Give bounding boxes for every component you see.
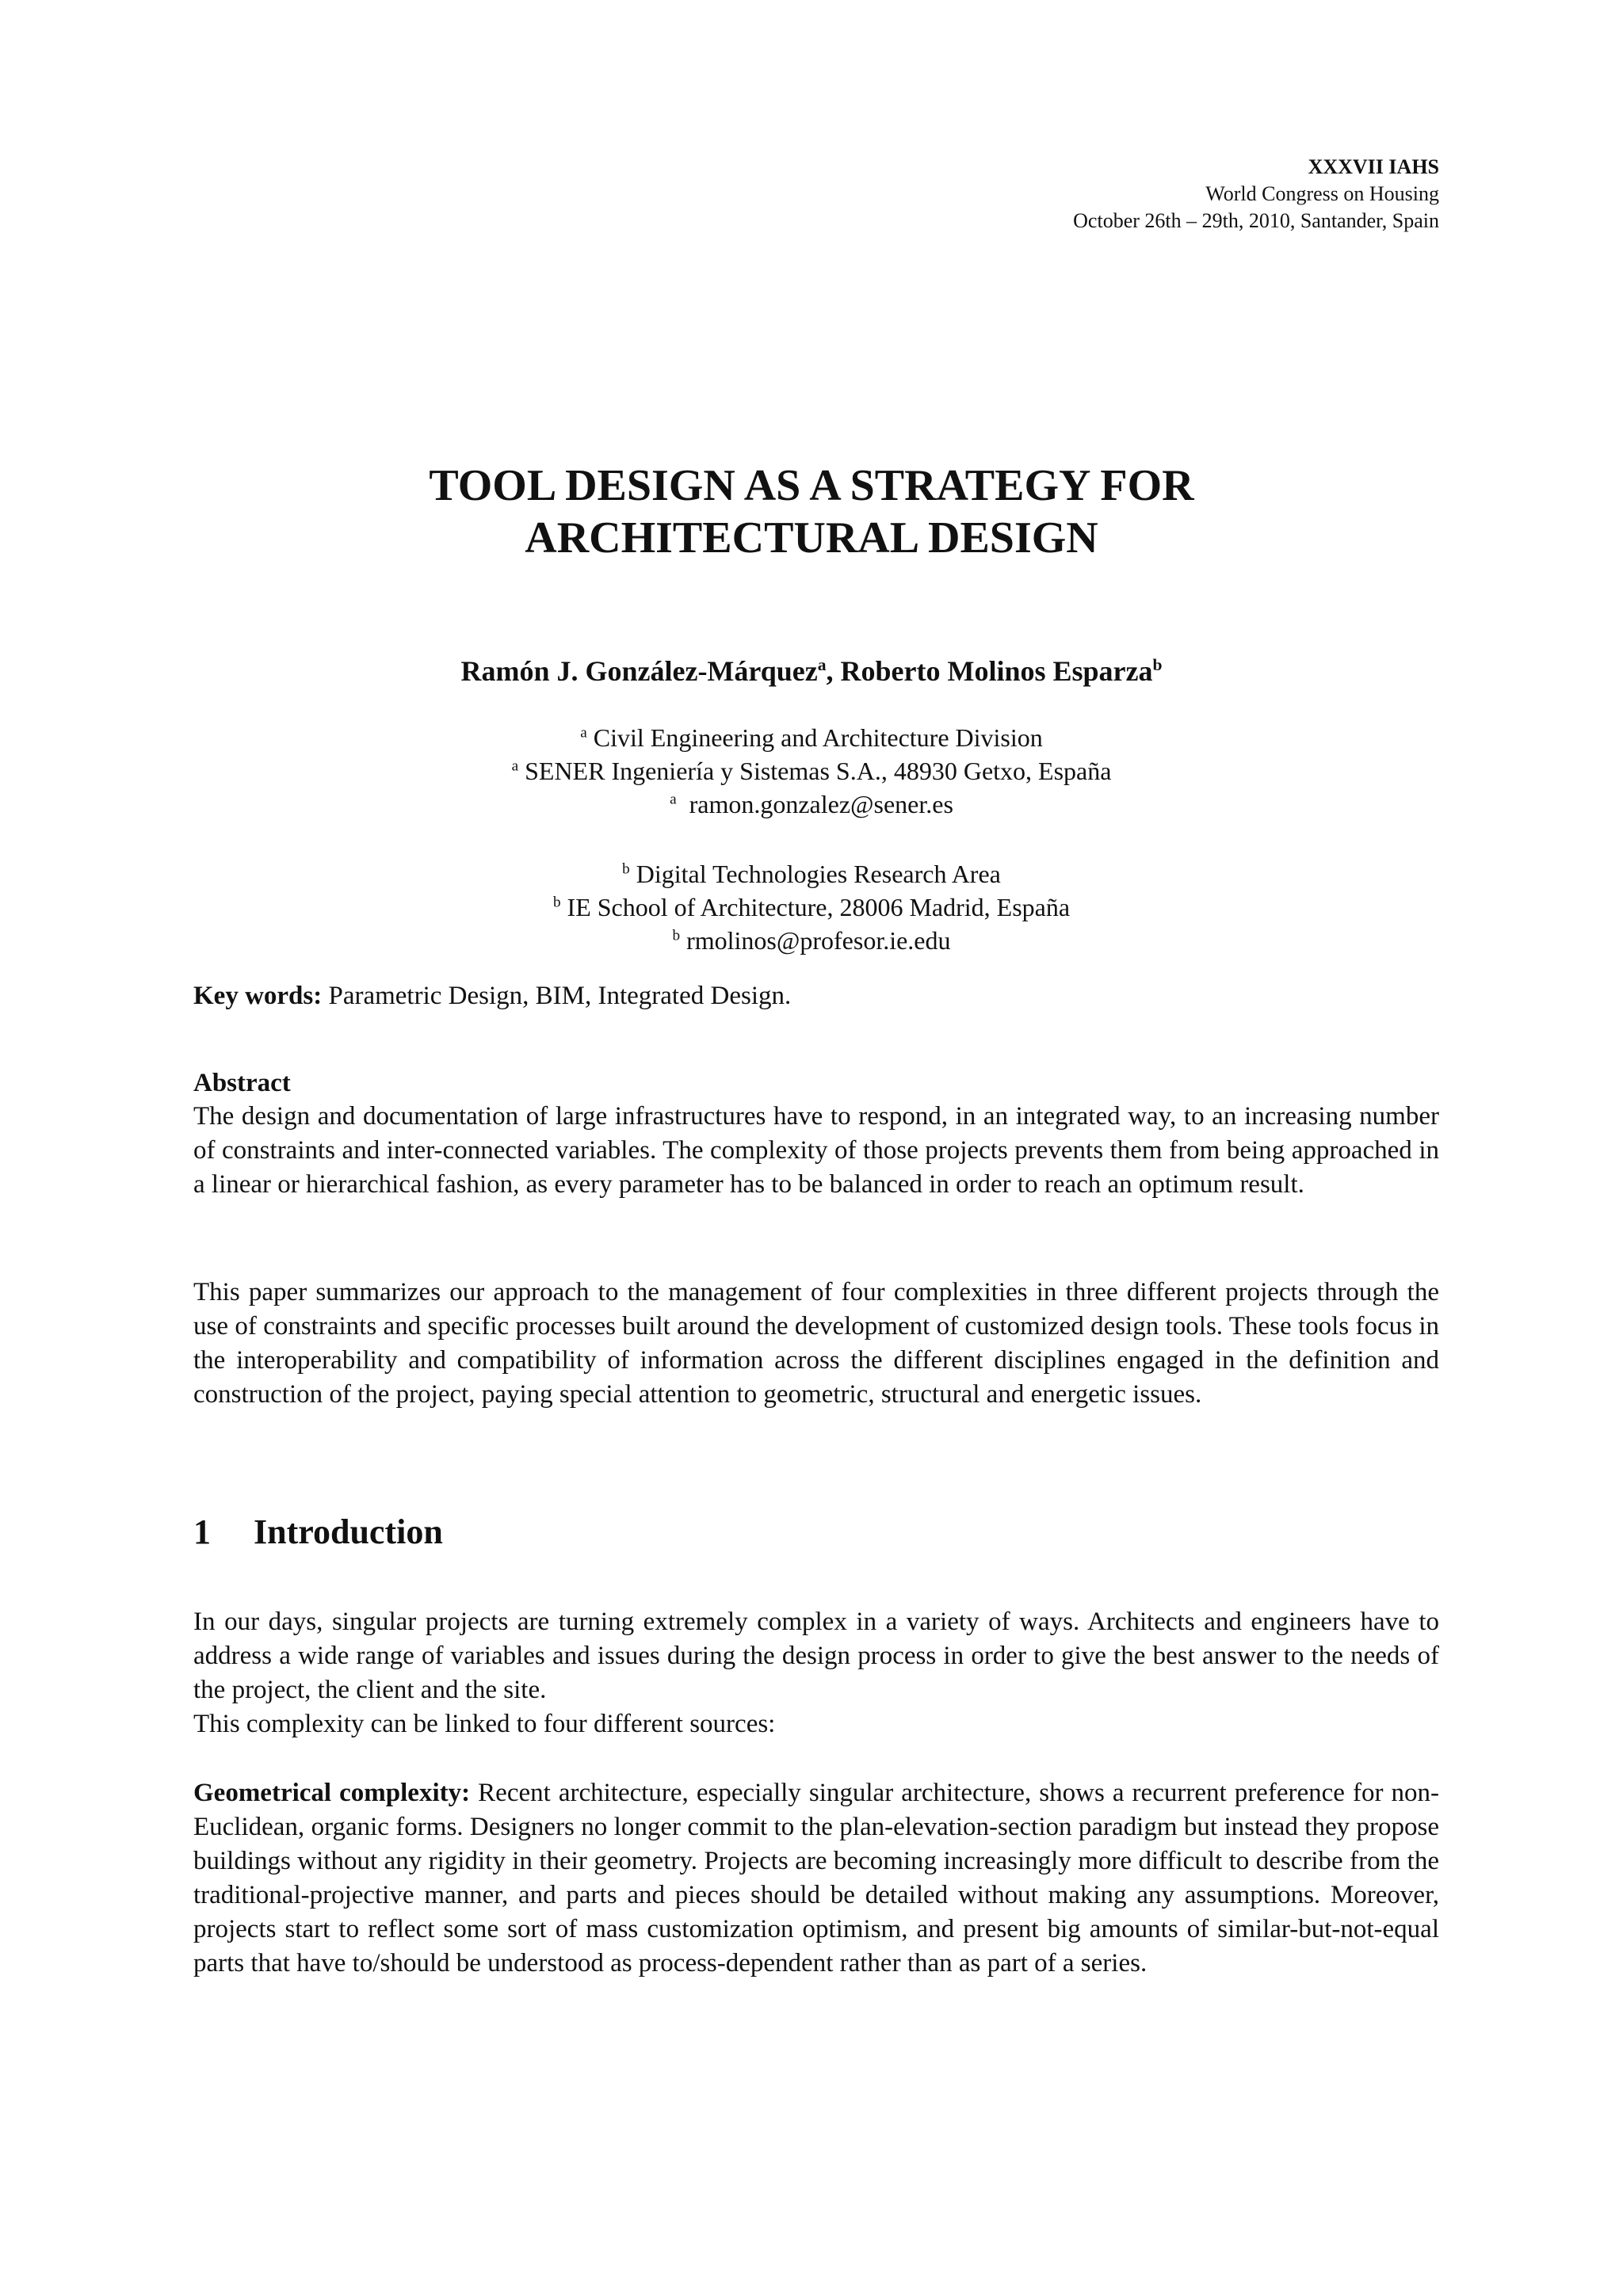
section-title: Introduction: [254, 1512, 443, 1551]
keywords-label: Key words:: [193, 982, 323, 1010]
affil-a-email: ramon.gonzalez@sener.es: [689, 790, 953, 818]
paper-title-line-1: TOOL DESIGN AS A STRATEGY FOR: [429, 461, 1194, 510]
author-separator: ,: [826, 655, 841, 687]
affil-b-email: rmolinos@profesor.ie.edu: [686, 926, 951, 955]
abstract-heading: Abstract: [193, 1069, 291, 1097]
conference-date-place: October 26th – 29th, 2010, Santander, Spain: [1073, 209, 1439, 232]
author-list: [0, 654, 1623, 688]
author-1: Ramón J. González-Márquez: [460, 655, 818, 687]
abstract-paragraph-1: The design and documentation of large infrastructures have to respond, in an integrated way, to an increasing number of constraints and inter-connected variables. The complexity of those projects prevents them from being approached in a linear or hierarchical fashion, as every parameter has to be balanced in order to reach an optimum result.: [193, 1102, 1439, 1199]
affil-b-area: Digital Technologies Research Area: [636, 860, 1001, 888]
affiliation-b: [0, 857, 1623, 957]
conference-name: XXXVII IAHS: [1308, 155, 1439, 178]
affil-a-mark: a: [580, 724, 587, 742]
section-number: 1: [193, 1512, 211, 1551]
intro-paragraph-1: [193, 1605, 1439, 1741]
geometrical-complexity-label: Geometrical complexity:: [193, 1779, 471, 1807]
paper-title: [0, 460, 1623, 564]
geometrical-complexity-text: Recent architecture, especially singular architecture, shows a recurrent preference for non-Euclidean, organic forms. Designers no longer commit to the plan-elevation-section paradigm but instead they propose buildings without any rigidity in their geometry. Projects are becoming increasingly more difficult to describe from the traditional-projective manner, and parts and pieces should be detailed without making any assumptions. Moreover, projects start to reflect some sort of mass customization optimism, and present big amounts of similar-but-not-equal parts that have to/should be understood as process-dependent rather than as part of a series.: [193, 1779, 1439, 1978]
keywords: [193, 979, 1439, 1013]
author-1-affil-mark: a: [817, 655, 827, 674]
intro-paragraph-1-sources: This complexity can be linked to four different sources:: [193, 1710, 776, 1738]
keywords-text: Parametric Design, BIM, Integrated Design.: [322, 982, 792, 1010]
conference-subtitle: World Congress on Housing: [1205, 182, 1439, 205]
intro-paragraph-1-text: In our days, singular projects are turning extremely complex in a variety of ways. Architects and engineers have to address a wide range of variables and issues during the design process in order to give the best answer to the needs of the project, the client and the site.: [193, 1608, 1439, 1704]
author-2-affil-mark: b: [1152, 655, 1163, 674]
intro-paragraph-geometrical-complexity: [193, 1776, 1439, 1981]
affil-a-mark: a: [670, 791, 677, 808]
conference-header: [1073, 154, 1439, 235]
affil-a-mark: a: [511, 757, 519, 775]
affiliation-a: [0, 721, 1623, 821]
abstract-paragraph-2: This paper summarizes our approach to the management of four complexities in three different projects through the use of constraints and specific processes built around the development of customized design tools. These tools focus in the interoperability and compatibility of information across the different disciplines engaged in the definition and construction of the project, paying special attention to geometric, structural and energetic issues.: [193, 1278, 1439, 1409]
affil-b-mark: b: [552, 894, 561, 911]
affil-a-organization: SENER Ingeniería y Sistemas S.A., 48930 Getxo, España: [525, 757, 1112, 785]
author-2: Roberto Molinos Esparza: [840, 655, 1153, 687]
affil-b-mark: b: [672, 927, 681, 944]
paper-title-line-2: ARCHITECTURAL DESIGN: [525, 513, 1098, 563]
affil-a-division: Civil Engineering and Architecture Division: [593, 723, 1043, 752]
affil-b-mark: b: [622, 860, 630, 878]
affil-b-organization: IE School of Architecture, 28006 Madrid, España: [567, 893, 1071, 921]
section-heading-introduction: [193, 1512, 443, 1552]
